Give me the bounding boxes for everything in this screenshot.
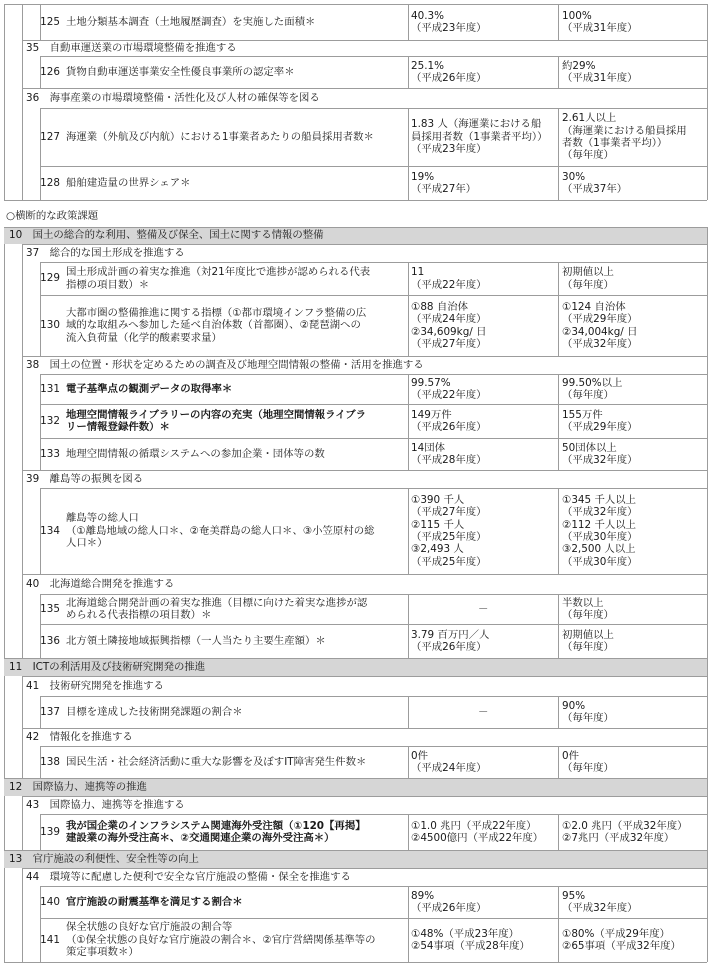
rule-v [707, 4, 708, 200]
baseline-value: 員採用者数（1事業者平均）） [411, 130, 548, 143]
indicator-text: 貨物自動車運送事業安全性優良事業所の認定率＊ [66, 65, 295, 78]
baseline-value: （平成26年度） [411, 421, 487, 433]
target-value: （平成32年度） [562, 506, 638, 519]
target-value: 0件 [562, 749, 580, 762]
target-value: 95% [562, 889, 586, 902]
baseline-value: 99.57% [411, 376, 451, 389]
rule-h [22, 470, 707, 471]
indicator-text: 地理空間情報ライブラリーの内容の充実（地理空間情報ライブラ [66, 408, 367, 421]
indicator-text: 目標を達成した技術開発課題の割合＊ [66, 705, 243, 718]
rule-v [558, 262, 559, 295]
rule-v [22, 746, 23, 778]
rule-v [558, 814, 559, 850]
rule-v [22, 796, 23, 814]
rule-h [40, 438, 707, 439]
target-value: 初期値以上 [562, 266, 614, 279]
rule-v [22, 438, 23, 470]
indicator-number: 127 [40, 130, 60, 143]
rule-v [22, 886, 23, 918]
rule-v [558, 624, 559, 658]
indicator-number: 140 [40, 895, 60, 908]
baseline-value: ②34,609kg/ 日 [411, 325, 487, 338]
measure-heading: 37 総合的な国土形成を推進する [26, 246, 185, 259]
target-value: （毎年度） [562, 609, 614, 621]
rule-v [22, 868, 23, 886]
baseline-value: （平成22年度） [411, 278, 487, 291]
rule-v [408, 108, 409, 166]
baseline-value: 89% [411, 889, 435, 902]
indicator-number: 136 [40, 634, 60, 647]
rule-h [40, 166, 707, 167]
rule-h [4, 227, 707, 228]
target-value: （海運業における船員採用 [562, 124, 687, 137]
rule-v [22, 574, 23, 594]
baseline-value: ①88 自治体 [411, 300, 469, 313]
measure-heading: 36 海事産業の市場環境整備・活性化及び人材の確保等を図る [26, 91, 320, 104]
target-value: （平成37年） [562, 183, 628, 195]
indicator-text: 官庁施設の耐震基準を満足する割合＊ [66, 895, 243, 908]
rule-v [558, 166, 559, 200]
rule-v [22, 918, 23, 962]
rule-v [22, 374, 23, 404]
rule-h [40, 374, 707, 375]
target-value: （平成30年度） [562, 555, 638, 568]
rule-v [22, 295, 23, 356]
indicator-text: められる代表指標の項目数）＊ [66, 609, 212, 621]
target-value: （毎年度） [562, 641, 614, 653]
target-value: 初期値以上 [562, 628, 614, 641]
target-value: 100% [562, 9, 592, 22]
target-value: ①124 自治体 [562, 300, 626, 313]
rule-v [22, 624, 23, 658]
baseline-value: （平成23年度） [411, 143, 487, 156]
group-heading: 13 官庁施設の利便性、安全性等の向上 [9, 852, 199, 865]
rule-v [22, 488, 23, 574]
rule-v [558, 488, 559, 574]
rule-v [707, 227, 708, 962]
baseline-value: （平成28年度） [411, 454, 487, 466]
target-value: ①80%（平成29年度） [562, 927, 670, 940]
target-value: （平成31年度） [562, 22, 638, 34]
rule-v [408, 886, 409, 918]
rule-h [22, 676, 707, 677]
indicator-number: 128 [40, 176, 60, 189]
indicator-number: 138 [40, 755, 60, 768]
indicator-text: （①保全状態の良好な官庁施設の割合＊、②官庁営繕関係基準等の [66, 933, 376, 946]
rule-v [22, 594, 23, 624]
rule-v [22, 356, 23, 374]
rule-v [558, 696, 559, 728]
rule-h [40, 746, 707, 747]
target-value: ②34,004kg/ 日 [562, 325, 638, 338]
indicator-text: 北海道総合開発計画の着実な推進（目標に向けた着実な進捗が認 [66, 596, 368, 609]
rule-h [22, 574, 707, 575]
target-value: （平成32年度） [562, 454, 638, 466]
baseline-value: （平成22年度） [411, 389, 487, 401]
indicator-number: 132 [40, 414, 60, 427]
rule-v [22, 676, 23, 696]
indicator-text: 人口＊） [66, 537, 108, 550]
rule-v [408, 166, 409, 200]
indicator-text: 流入負荷量（化学的酸素要求量） [66, 331, 222, 344]
baseline-value: ③2,493 人 [411, 543, 464, 556]
target-value: （平成30年度） [562, 531, 638, 543]
indicator-number: 129 [40, 272, 60, 285]
rule-v [408, 295, 409, 356]
measure-heading: 35 自動車運送業の市場環境整備を推進する [26, 41, 237, 54]
rule-v [558, 374, 559, 404]
rule-v [558, 404, 559, 438]
rule-v [558, 108, 559, 166]
rule-v [22, 56, 23, 88]
rule-v [558, 295, 559, 356]
target-value: （毎年度） [562, 389, 614, 401]
indicator-number: 131 [40, 382, 60, 395]
target-value: 半数以上 [562, 596, 604, 609]
measure-heading: 40 北海道総合開発を推進する [26, 577, 175, 590]
rule-h [40, 488, 707, 489]
target-value: （平成31年度） [562, 72, 638, 84]
target-value: 155万件 [562, 408, 603, 421]
indicator-number: 133 [40, 447, 60, 460]
indicator-number: 126 [40, 65, 60, 78]
rule-h [4, 658, 707, 659]
group-heading: 10 国土の総合的な利用、整備及び保全、国土に関する情報の整備 [9, 229, 324, 242]
indicator-number: 139 [40, 825, 60, 838]
indicator-text: 国土形成計画の着実な推進（対21年度比で進捗が認められる代表 [66, 266, 371, 279]
measure-heading: 44 環境等に配慮した便利で安全な官庁施設の整備・保全を推進する [26, 870, 351, 883]
baseline-value: 3.79 百万円／人 [411, 628, 490, 641]
baseline-value: 19% [411, 170, 435, 183]
baseline-value: 149万件 [411, 408, 452, 421]
baseline-value: － [478, 705, 489, 718]
baseline-value: （平成25年度） [411, 555, 487, 568]
rule-h [40, 886, 707, 887]
rule-h [40, 814, 707, 815]
rule-v [22, 404, 23, 438]
target-value: （平成29年度） [562, 313, 638, 326]
target-value: 2.61人以上 [562, 112, 617, 125]
indicator-number: 137 [40, 705, 60, 718]
target-value: 99.50%以上 [562, 376, 623, 389]
target-value: （毎年度） [562, 712, 614, 724]
rule-v [22, 4, 23, 40]
target-value: ②65事項（平成32年度） [562, 940, 681, 952]
rule-v [408, 624, 409, 658]
target-value: 90% [562, 699, 586, 712]
rule-v [558, 746, 559, 778]
indicator-number: 130 [40, 319, 60, 332]
indicator-text: 国民生活・社会経済活動に重大な影響を及ぼすIT障害発生件数＊ [66, 755, 367, 768]
rule-h [22, 728, 707, 729]
rule-h [4, 850, 707, 851]
baseline-value: 25.1% [411, 59, 445, 72]
baseline-value: ②115 千人 [411, 518, 465, 531]
indicator-text: 大都市圏の整備推進に関する指標（①都市環境インフラ整備の広 [66, 306, 367, 319]
rule-v [408, 438, 409, 470]
baseline-value: 40.3% [411, 9, 445, 22]
indicator-text: 北方領土隣接地域振興指標（一人当たり主要生産額）＊ [66, 634, 326, 647]
target-value: （毎年度） [562, 762, 614, 774]
baseline-value: ①48%（平成23年度） [411, 927, 519, 940]
indicator-text: リー情報登録件数）＊ [66, 421, 170, 433]
baseline-value: （平成24年度） [411, 762, 487, 774]
rule-h [22, 88, 707, 89]
baseline-value: 0件 [411, 749, 429, 762]
rule-h [40, 404, 707, 405]
rule-v [22, 262, 23, 295]
rule-v [408, 4, 409, 40]
rule-h [22, 796, 707, 797]
baseline-value: ②54事項（平成28年度） [411, 940, 530, 952]
rule-v [22, 40, 23, 56]
rule-v [408, 746, 409, 778]
rule-v [408, 56, 409, 88]
rule-h [40, 108, 707, 109]
rule-h [4, 4, 707, 5]
baseline-value: （平成23年度） [411, 22, 487, 34]
rule-v [22, 814, 23, 850]
rule-h [40, 295, 707, 296]
indicator-text: 海運業（外航及び内航）における1事業者あたりの船員採用者数＊ [66, 130, 374, 143]
rule-h [4, 778, 707, 779]
rule-h [22, 868, 707, 869]
measure-heading: 38 国土の位置・形状を定めるための調査及び地理空間情報の整備・活用を推進する [26, 358, 424, 371]
baseline-value: ①390 千人 [411, 493, 465, 506]
baseline-value: ①1.0 兆円（平成22年度） [411, 819, 537, 832]
rule-v [22, 470, 23, 488]
indicator-text: 土地分類基本調査（土地履歴調査）を実施した面積＊ [66, 15, 316, 28]
group-heading: 12 国際協力、連携等の推進 [9, 780, 147, 793]
rule-v [22, 166, 23, 200]
indicator-number: 141 [40, 933, 60, 946]
rule-h [4, 962, 707, 963]
rule-v [558, 56, 559, 88]
target-value: ①2.0 兆円（平成32年度） [562, 819, 688, 832]
rule-h [22, 356, 707, 357]
rule-h [4, 200, 707, 201]
rule-v [558, 594, 559, 624]
indicator-number: 125 [40, 15, 60, 28]
baseline-value: 1.83 人（海運業における船 [411, 118, 542, 131]
indicator-text: 地理空間情報の循環システムへの参加企業・団体等の数 [66, 447, 325, 460]
rule-v [408, 262, 409, 295]
rule-v [22, 88, 23, 108]
baseline-value: － [478, 602, 489, 615]
rule-v [408, 374, 409, 404]
target-value: ①345 千人以上 [562, 493, 637, 506]
baseline-value: （平成26年度） [411, 902, 487, 914]
baseline-value: ②4500億円（平成22年度） [411, 832, 544, 844]
measure-heading: 43 国際協力、連携等を推進する [26, 798, 185, 811]
indicator-text: 船舶建造量の世界シェア＊ [66, 176, 191, 189]
target-value: ③2,500 人以上 [562, 543, 636, 556]
baseline-value: （平成27年度） [411, 506, 487, 519]
rule-v [22, 244, 23, 262]
baseline-value: （平成26年度） [411, 72, 487, 84]
baseline-value: （平成25年度） [411, 531, 487, 543]
target-value: ②112 千人以上 [562, 518, 637, 531]
target-value: ②7兆円（平成32年度） [562, 832, 675, 844]
rule-h [40, 594, 707, 595]
target-value: （平成32年度） [562, 902, 638, 914]
target-value: 約29% [562, 59, 596, 72]
indicator-text: （①離島地域の総人口＊、②奄美群島の総人口＊、③小笠原村の総 [66, 524, 375, 537]
indicator-text: 離島等の総人口 [66, 512, 139, 525]
measure-heading: 39 離島等の振興を図る [26, 472, 144, 485]
target-value: 30% [562, 170, 586, 183]
measure-heading: 41 技術研究開発を推進する [26, 679, 164, 692]
target-value: （平成32年度） [562, 337, 638, 350]
target-value: 者数（1事業者平均）） [562, 137, 668, 149]
rule-h [40, 918, 707, 919]
target-value: （毎年度） [562, 149, 614, 162]
section-note: ○横断的な政策課題 [6, 210, 99, 222]
rule-v [408, 594, 409, 624]
rule-v [22, 108, 23, 166]
target-value: 50団体以上 [562, 441, 617, 454]
baseline-value: 11 [411, 266, 425, 279]
rule-v [4, 4, 5, 200]
indicator-text: 策定事項数＊） [66, 946, 139, 959]
baseline-value: 14団体 [411, 441, 446, 454]
group-heading: 11 ICTの利活用及び技術研究開発の推進 [9, 660, 206, 673]
target-value: （平成29年度） [562, 421, 638, 433]
baseline-value: （平成26年度） [411, 641, 487, 653]
rule-h [22, 244, 707, 245]
indicator-text: 建設業の海外受注高＊、②交通関連企業の海外受注高＊） [66, 832, 335, 844]
indicator-text: 指標の項目数）＊ [66, 278, 150, 291]
rule-v [558, 438, 559, 470]
indicator-text: 我が国企業のインフラシステム関連海外受注額（①120【再掲】 [66, 819, 366, 832]
rule-h [40, 262, 707, 263]
rule-v [408, 404, 409, 438]
rule-v [22, 728, 23, 746]
rule-h [40, 624, 707, 625]
baseline-value: （平成27年） [411, 183, 477, 195]
indicator-number: 135 [40, 602, 60, 615]
rule-v [408, 488, 409, 574]
rule-v [558, 886, 559, 918]
rule-v [408, 696, 409, 728]
baseline-value: （平成27年度） [411, 337, 487, 350]
indicator-text: 保全状態の良好な官庁施設の割合等 [66, 921, 233, 934]
indicator-text: 電子基準点の観測データの取得率＊ [66, 382, 233, 395]
rule-h [40, 696, 707, 697]
rule-v [408, 918, 409, 962]
rule-v [22, 696, 23, 728]
rule-v [558, 4, 559, 40]
rule-v [408, 814, 409, 850]
measure-heading: 42 情報化を推進する [26, 730, 133, 743]
target-value: （毎年度） [562, 278, 614, 291]
indicator-number: 134 [40, 524, 60, 537]
indicator-text: 域的な取組みへ参加した延べ自治体数（首都圏）、②琵琶湖への [66, 319, 361, 332]
baseline-value: （平成24年度） [411, 313, 487, 326]
rule-v [558, 918, 559, 962]
rule-h [40, 56, 707, 57]
